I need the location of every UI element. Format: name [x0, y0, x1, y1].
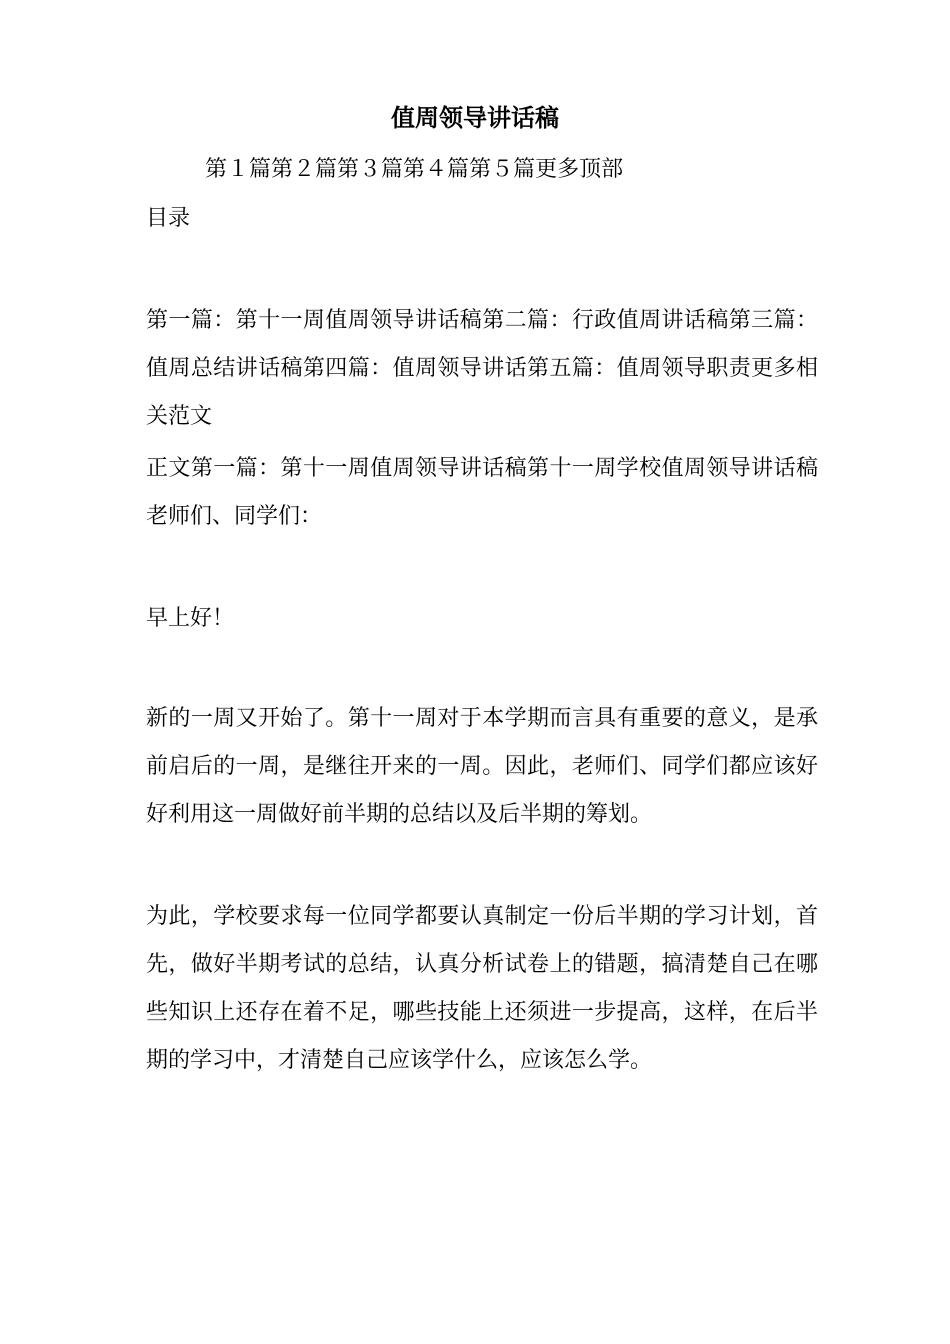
nav-link-chapter-2[interactable]: 第２篇 [271, 157, 338, 182]
toc-list: 第一篇：第十一周值周领导讲话稿第二篇：行政值周讲话稿第三篇：值周总结讲话稿第四篇：值周领导讲话第五篇：值周领导职责更多相关范文 [146, 308, 818, 429]
chapter-navigation [205, 154, 623, 186]
document-title: 值周领导讲话稿 [391, 103, 559, 132]
nav-link-chapter-1[interactable]: 第１篇 [205, 157, 272, 182]
nav-link-chapter-4[interactable]: 第４篇 [403, 157, 470, 182]
body-paragraph-1: 新的一周又开始了。第十一周对于本学期而言具有重要的意义，是承前启后的一周，是继往开来的一周。因此，老师们、同学们都应该好好利用这一周做好前半期的总结以及后半期的筹划。 [146, 706, 818, 827]
nav-link-chapter-3[interactable]: 第３篇 [337, 157, 404, 182]
main-text-intro: 正文第一篇：第十一周值周领导讲话稿第十一周学校值周领导讲话稿 老师们、同学们： [146, 456, 818, 529]
greeting: 早上好！ [146, 606, 235, 631]
nav-link-more[interactable]: 更多 [535, 157, 580, 182]
toc-heading: 目录 [146, 206, 191, 231]
nav-link-chapter-5[interactable]: 第５篇 [469, 157, 536, 182]
body-paragraph-2: 为此，学校要求每一位同学都要认真制定一份后半期的学习计划，首先，做好半期考试的总结，认真分析试卷上的错题，搞清楚自己在哪些知识上还存在着不足，哪些技能上还须进一步提高，这样，在后半期的学习中，才清楚自己应该学什么，应该怎么学。 [146, 904, 818, 1073]
nav-link-top[interactable]: 顶部 [579, 157, 624, 182]
